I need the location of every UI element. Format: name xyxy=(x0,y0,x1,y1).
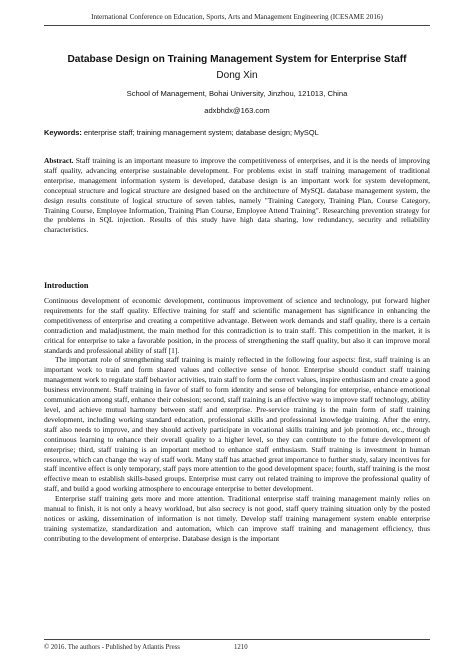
paragraph: Enterprise staff training gets more and more attention. Traditional enterprise staff training management mainly relies on manual to finish, it is not only a heavy workload, but also secrecy is not good, staff query training situation only by the posted notices or asking, dissemination of information is not timely. Develop staff training management system enable enterprise training systematize, standardization and automation, which can improve staff training and management efficiency, thus contributing to the development of enterprise. Database design is the important xyxy=(44,494,430,543)
paragraph: The important role of strengthening staff training is mainly reflected in the following four aspects: first, staff training is an important work to train and form shared values and collective sense of honor. Enterprise should conduct staff training management work to regulate staff behavior activities, train staff to form the correct values, inspire enthusiasm and create a good business environment. Staff training in favor of staff to form identity and sense of belonging for enterprise, enhance emotional communication among staff, enhance their cohesion; second, staff training is an effective way to improve staff technology, ability level, and achieve mutual harmony between staff and enterprise. Pre-service training is the main form of staff training development, including working standard education, professional skills and professional knowledge training. After the entry, staff also needs to improve, and they should actively participate in vocational skills training and job promotion, etc., through continuous learning to enhance their overall quality to a higher level, so they can contribute to the future development of enterprise; third, staff training is an important method to enhance staff enthusiasm. Staff training is investment in human resource, which can change the way of staff work. Many staff has attached great importance to further study, salary incentives for staff incentive effect is only temporary, staff pays more attention to the good development space; fourth, staff training is the most effective mean to establish skills-based groups. Enterprise must carry out related training to improve the professional quality of staff, and build a good working atmosphere to encourage enterprise to better development. xyxy=(44,355,430,494)
section-heading-introduction: Introduction xyxy=(44,281,89,290)
author-email[interactable]: adxbhdx@163.com xyxy=(204,106,270,115)
abstract-text: Staff training is an important measure to improve the competitiveness of enterprises, and it is the needs of improving staff quality, advancing enterprise sustainable development. For problems exist in staff training management of traditional enterprise, management information system is developed, database design is an important work for system development, conceptual structure and logical structure are designed based on the architecture of MySQL database management system, the design results constitute of logical structure of seven tables, namely "Training Category, Training Plan, Course Category, Training Course, Employee Information, Training Plan Course, Employee Attend Training". Researching prevention strategy for the problems in SQL injection. Results of this study have high data sharing, low redundancy, security and reliability characteristics. xyxy=(44,156,430,235)
abstract xyxy=(44,156,430,235)
footer-rule xyxy=(44,639,430,640)
keywords-label: Keywords: xyxy=(44,128,82,137)
keywords-text: enterprise staff; training management system; database design; MySQL xyxy=(81,128,319,137)
conference-header: International Conference on Education, Sports, Arts and Management Engineering (ICESAME 2016) xyxy=(91,13,383,21)
paper-title: Database Design on Training Management System for Enterprise Staff xyxy=(67,54,407,65)
author-affiliation: School of Management, Bohai University, Jinzhou, 121013, China xyxy=(126,89,348,98)
author-name: Dong Xin xyxy=(216,70,258,81)
header-rule xyxy=(44,25,430,26)
paragraph: Continuous development of economic development, continuous improvement of science and technology, put forward higher requirements for the staff quality. Effective training for staff and scientific management has significance in enhancing the competitiveness of enterprise and creating a competitive advantage. Between work demands and staff quality, there is a certain contradiction and maladjustment, the main method for this contradiction is to train staff. This competition in the market, it is critical for enterprise to take a favorable position, in the process of strengthening the staff quality, but also it can improve moral standards and professional ability of staff [1]. xyxy=(44,296,430,355)
copyright-notice: © 2016. The authors - Published by Atlantis Press xyxy=(44,644,180,651)
introduction-body xyxy=(44,296,430,544)
keywords-line xyxy=(44,128,434,137)
abstract-label: Abstract. xyxy=(44,156,74,165)
page-number: 1210 xyxy=(234,644,248,651)
